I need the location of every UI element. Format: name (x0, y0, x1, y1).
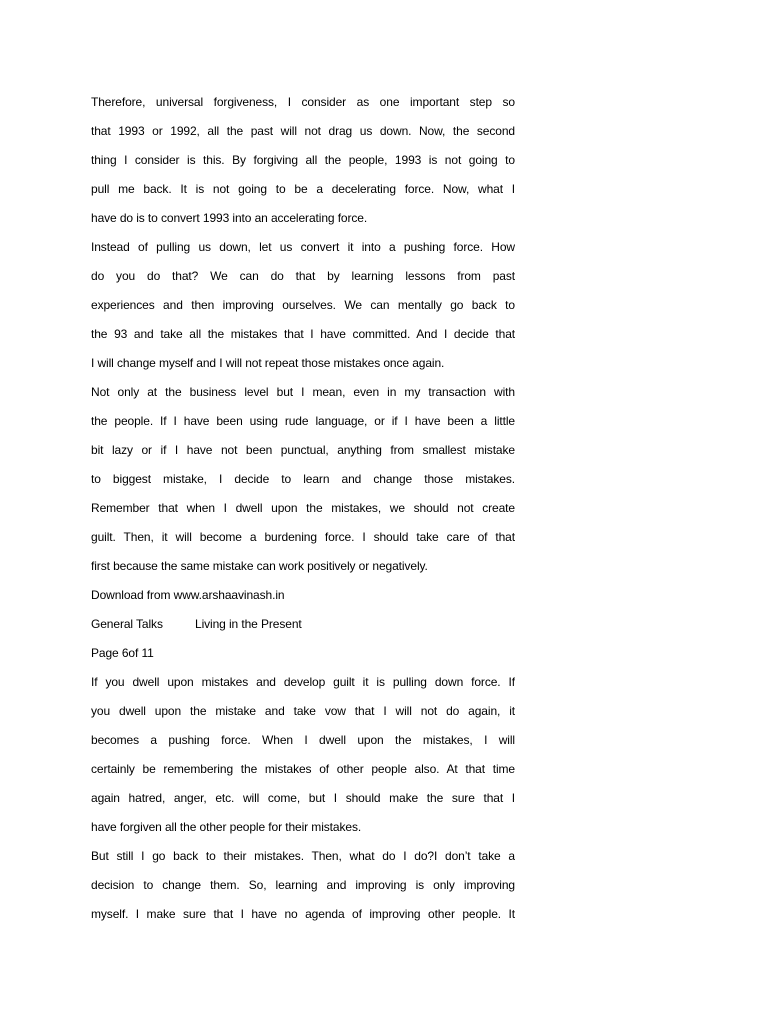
text-line: But still I go back to their mistakes. Then, what do I do?I don’t take a (91, 849, 515, 863)
text-line: experiences and then improving ourselves. We can mentally go back to (91, 298, 515, 312)
text-line: myself. I make sure that I have no agenda of improving other people. It (91, 907, 515, 921)
text-line: have forgiven all the other people for their mistakes. (91, 820, 362, 834)
download-line: Download from www.arshaavinash.in (91, 588, 285, 602)
text-line: I will change myself and I will not repeat those mistakes once again. (91, 356, 445, 370)
text-column (91, 92, 515, 933)
text-line: first because the same mistake can work positively or negatively. (91, 559, 428, 573)
text-line: Remember that when I dwell upon the mistakes, we should not create (91, 501, 515, 515)
page-number: Page 6of 11 (91, 646, 154, 660)
text-line: that 1993 or 1992, all the past will not drag us down. Now, the second (91, 124, 515, 138)
text-line: decision to change them. So, learning and improving is only improving (91, 878, 515, 892)
running-header (91, 614, 515, 643)
text-line: Instead of pulling us down, let us convert it into a pushing force. How (91, 240, 515, 254)
text-line: pull me back. It is not going to be a decelerating force. Now, what I (91, 182, 515, 196)
paragraph-1 (91, 92, 515, 585)
text-line: again hatred, anger, etc. will come, but I should make the sure that I (91, 791, 515, 805)
header-title: Living in the Present (195, 617, 302, 631)
text-line: thing I consider is this. By forgiving all the people, 1993 is not going to (91, 153, 515, 167)
text-line: do you do that? We can do that by learning lessons from past (91, 269, 515, 283)
paragraph-2 (91, 672, 515, 933)
text-line: to biggest mistake, I decide to learn and change those mistakes. (91, 472, 515, 486)
text-line: have do is to convert 1993 into an accelerating force. (91, 211, 368, 225)
text-line: If you dwell upon mistakes and develop guilt it is pulling down force. If (91, 675, 515, 689)
text-line: guilt. Then, it will become a burdening force. I should take care of that (91, 530, 515, 544)
text-line: Therefore, universal forgiveness, I consider as one important step so (91, 95, 515, 109)
header-section: General Talks (91, 617, 163, 631)
text-line: the people. If I have been using rude language, or if I have been a little (91, 414, 515, 428)
text-line: bit lazy or if I have not been punctual, anything from smallest mistake (91, 443, 515, 457)
text-line: Not only at the business level but I mean, even in my transaction with (91, 385, 515, 399)
text-line: certainly be remembering the mistakes of other people also. At that time (91, 762, 515, 776)
text-line: the 93 and take all the mistakes that I have committed. And I decide that (91, 327, 515, 341)
text-line: becomes a pushing force. When I dwell upon the mistakes, I will (91, 733, 515, 747)
text-line: you dwell upon the mistake and take vow that I will not do again, it (91, 704, 515, 718)
